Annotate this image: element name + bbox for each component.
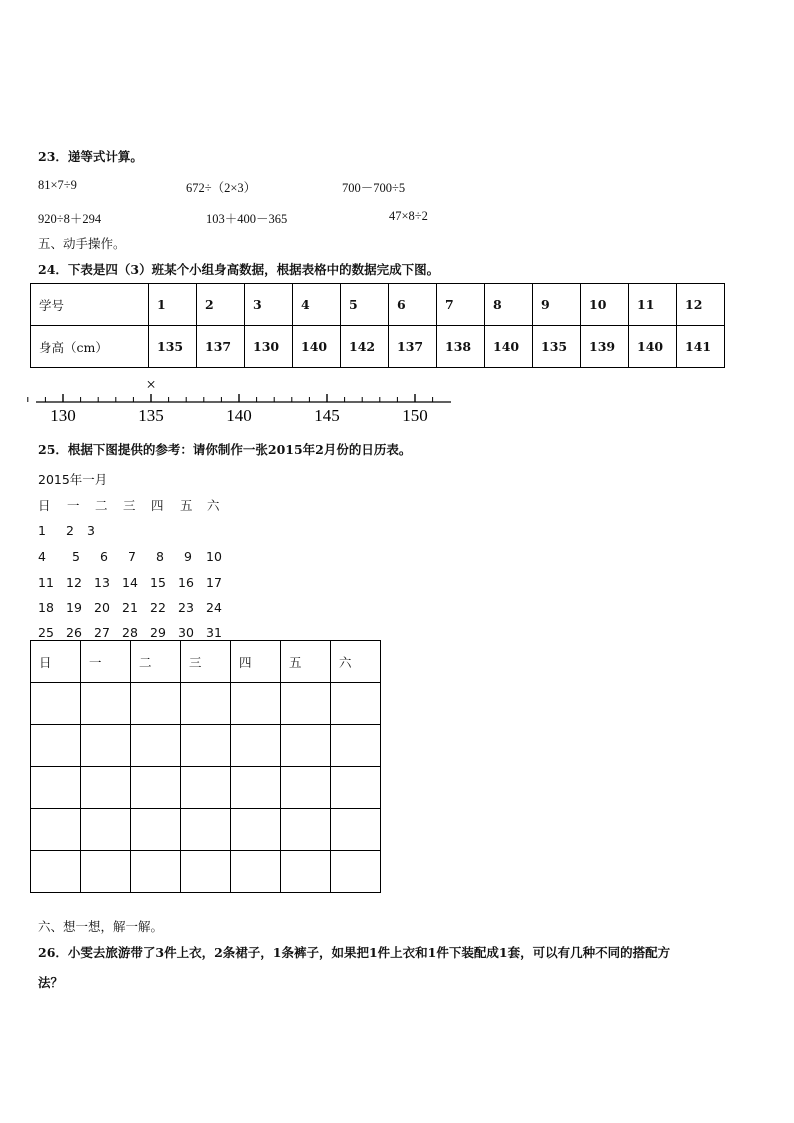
jan-day: 5	[72, 549, 80, 564]
jan-day: 19	[66, 600, 82, 615]
february-calendar-grid	[30, 640, 381, 893]
number-line	[0, 370, 460, 430]
calendar-blank-cell	[81, 725, 131, 767]
calendar-blank-cell	[131, 851, 181, 893]
id-cell: 11	[629, 284, 677, 326]
jan-day: 27	[94, 625, 110, 640]
q25-title: 25．根据下图提供的参考：请你制作一张2015年2月份的日历表。	[38, 442, 412, 457]
jan-weekday: 二	[95, 498, 108, 513]
calendar-blank-cell	[31, 809, 81, 851]
calendar-blank-row	[31, 851, 381, 893]
jan-day: 14	[122, 575, 138, 590]
section-5-heading: 五、动手操作。	[38, 236, 126, 251]
calendar-blank-cell	[181, 683, 231, 725]
jan-day: 20	[94, 600, 110, 615]
calendar-blank-cell	[331, 725, 381, 767]
height-table	[30, 283, 725, 368]
jan-day: 4	[38, 549, 46, 564]
calendar-header-cell: 六	[331, 641, 381, 683]
jan-day: 10	[206, 549, 222, 564]
jan-day: 29	[150, 625, 166, 640]
id-cell: 2	[197, 284, 245, 326]
id-cell: 9	[533, 284, 581, 326]
jan-weekday: 六	[207, 498, 220, 513]
q24-title: 24．下表是四（3）班某个小组身高数据，根据表格中的数据完成下图。	[38, 262, 440, 277]
jan-day: 23	[178, 600, 194, 615]
jan-day: 28	[122, 625, 138, 640]
jan-day: 30	[178, 625, 194, 640]
height-cell: 141	[677, 326, 725, 368]
jan-day: 6	[100, 549, 108, 564]
jan-day: 7	[128, 549, 136, 564]
calendar-blank-cell	[231, 767, 281, 809]
jan-day: 21	[122, 600, 138, 615]
table-row-heights	[31, 326, 725, 368]
jan-day: 12	[66, 575, 82, 590]
calendar-blank-cell	[181, 851, 231, 893]
q23-expr-4: 920÷8＋294	[38, 212, 102, 226]
q26-line-1: 26．小雯去旅游带了3件上衣，2条裙子，1条裤子，如果把1件上衣和1件下装配成1套，可以有几种不同的搭配方	[38, 945, 671, 960]
calendar-blank-cell	[81, 767, 131, 809]
jan-day: 1	[38, 523, 46, 538]
calendar-blank-cell	[31, 851, 81, 893]
calendar-blank-cell	[181, 767, 231, 809]
height-cell: 130	[245, 326, 293, 368]
calendar-blank-cell	[181, 725, 231, 767]
calendar-blank-cell	[231, 683, 281, 725]
row-label-id: 学号	[31, 284, 149, 326]
calendar-blank-row	[31, 809, 381, 851]
q23-expr-2: 672÷（2×3）	[186, 181, 257, 195]
height-cell: 140	[485, 326, 533, 368]
height-cell: 135	[149, 326, 197, 368]
calendar-blank-cell	[231, 725, 281, 767]
calendar-blank-cell	[331, 683, 381, 725]
jan-day: 24	[206, 600, 222, 615]
calendar-blank-cell	[131, 683, 181, 725]
calendar-blank-cell	[281, 683, 331, 725]
jan-day: 15	[150, 575, 166, 590]
height-cell: 140	[629, 326, 677, 368]
table-row-ids	[31, 284, 725, 326]
jan-day: 8	[156, 549, 164, 564]
id-cell: 6	[389, 284, 437, 326]
jan-day: 3	[87, 523, 95, 538]
calendar-blank-cell	[281, 809, 331, 851]
calendar-blank-cell	[31, 683, 81, 725]
calendar-header-cell: 二	[131, 641, 181, 683]
q23-expr-5: 103＋400－365	[206, 212, 288, 226]
number-line-ticks	[28, 394, 433, 402]
calendar-header-cell: 日	[31, 641, 81, 683]
calendar-blank-cell	[81, 683, 131, 725]
axis-tick-label: 150	[402, 406, 428, 425]
jan-day: 31	[206, 625, 222, 640]
calendar-blank-cell	[231, 809, 281, 851]
jan-day: 18	[38, 600, 54, 615]
jan-day: 26	[66, 625, 82, 640]
q23-expr-3: 700－700÷5	[342, 181, 406, 195]
calendar-blank-row	[31, 683, 381, 725]
calendar-blank-row	[31, 767, 381, 809]
height-cell: 140	[293, 326, 341, 368]
calendar-blank-cell	[331, 767, 381, 809]
jan-day: 16	[178, 575, 194, 590]
jan-weekday: 五	[180, 498, 193, 513]
id-cell: 4	[293, 284, 341, 326]
calendar-blank-cell	[31, 725, 81, 767]
jan-day: 2	[66, 523, 74, 538]
calendar-header-row	[31, 641, 381, 683]
height-cell: 142	[341, 326, 389, 368]
calendar-blank-cell	[281, 725, 331, 767]
calendar-blank-row	[31, 725, 381, 767]
calendar-blank-cell	[81, 809, 131, 851]
calendar-blank-cell	[331, 809, 381, 851]
row-label-height: 身高（cm）	[31, 326, 149, 368]
calendar-blank-cell	[181, 809, 231, 851]
jan-day: 9	[184, 549, 192, 564]
axis-tick-label: 140	[226, 406, 252, 425]
id-cell: 5	[341, 284, 389, 326]
calendar-blank-cell	[31, 767, 81, 809]
jan-weekday: 一	[67, 498, 80, 513]
height-cell: 135	[533, 326, 581, 368]
q23-expr-1: 81×7÷9	[38, 178, 77, 192]
calendar-blank-cell	[281, 767, 331, 809]
jan-day: 13	[94, 575, 110, 590]
calendar-blank-cell	[281, 851, 331, 893]
calendar-blank-cell	[131, 767, 181, 809]
calendar-blank-cell	[231, 851, 281, 893]
id-cell: 7	[437, 284, 485, 326]
calendar-blank-cell	[131, 809, 181, 851]
height-cell: 138	[437, 326, 485, 368]
axis-tick-label: 135	[138, 406, 164, 425]
q23-expr-6: 47×8÷2	[389, 209, 428, 223]
height-cell: 137	[389, 326, 437, 368]
q26-line-2: 法？	[38, 975, 64, 990]
axis-tick-label: 130	[50, 406, 76, 425]
id-cell: 3	[245, 284, 293, 326]
calendar-header-cell: 四	[231, 641, 281, 683]
calendar-blank-cell	[331, 851, 381, 893]
calendar-blank-cell	[131, 725, 181, 767]
jan-calendar-title: 2015年一月	[38, 472, 108, 487]
axis-tick-label: 145	[314, 406, 340, 425]
jan-day: 11	[38, 575, 54, 590]
jan-weekday: 日	[38, 498, 51, 513]
calendar-header-cell: 五	[281, 641, 331, 683]
jan-weekday: 三	[123, 498, 136, 513]
id-cell: 10	[581, 284, 629, 326]
jan-day: 25	[38, 625, 54, 640]
height-cell: 139	[581, 326, 629, 368]
section-6-heading: 六、想一想，解一解。	[38, 919, 164, 934]
id-cell: 8	[485, 284, 533, 326]
jan-weekday: 四	[151, 498, 164, 513]
number-line-marker: ×	[146, 375, 156, 394]
id-cell: 12	[677, 284, 725, 326]
q23-title: 23．递等式计算。	[38, 149, 143, 164]
jan-day: 17	[206, 575, 222, 590]
calendar-blank-cell	[81, 851, 131, 893]
height-cell: 137	[197, 326, 245, 368]
calendar-header-cell: 一	[81, 641, 131, 683]
id-cell: 1	[149, 284, 197, 326]
calendar-header-cell: 三	[181, 641, 231, 683]
jan-day: 22	[150, 600, 166, 615]
